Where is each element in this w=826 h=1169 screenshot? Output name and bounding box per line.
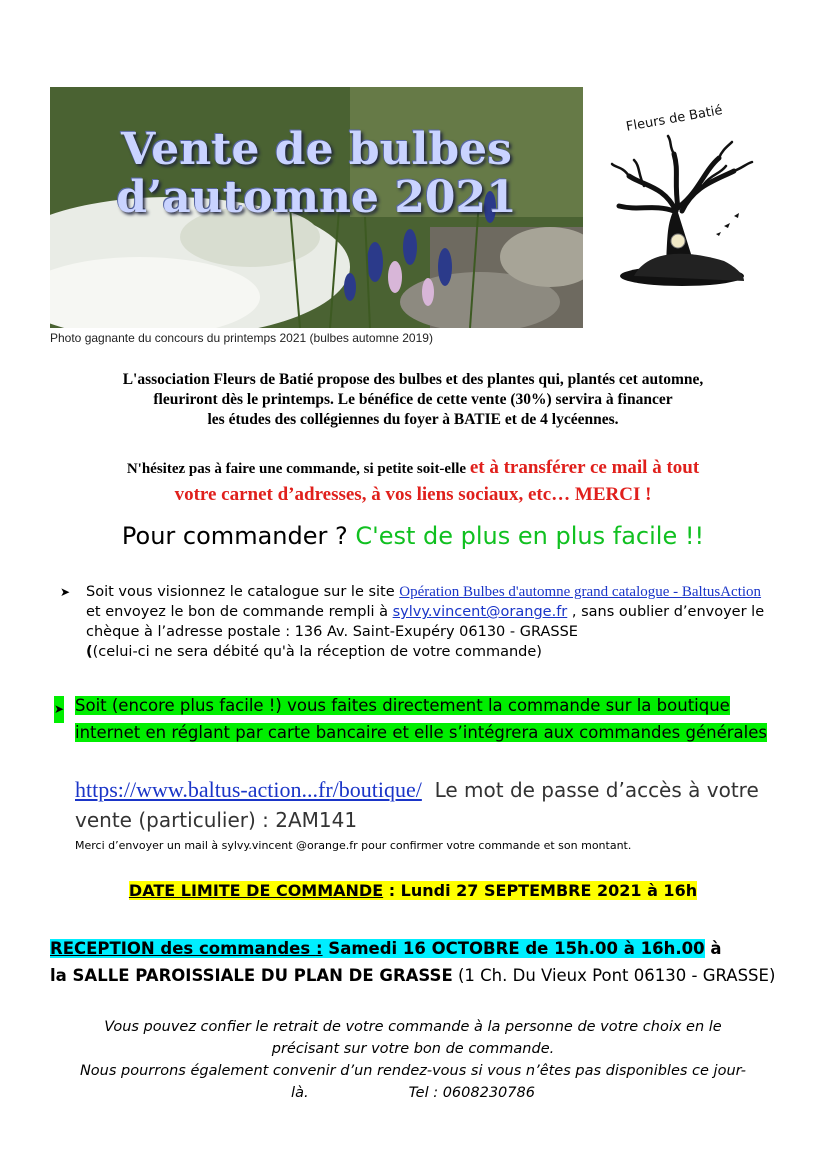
catalogue-link[interactable]: Opération Bulbes d'automne grand catalogue - BaltusAction <box>399 584 762 600</box>
deadline-label: DATE LIMITE DE COMMANDE <box>128 881 384 900</box>
pickup-address: (1 Ch. Du Vieux Pont 06130 - GRASSE) <box>452 966 776 985</box>
intro-line-3: les études des collégiennes du foyer à BATIE et de 4 lycéennes. <box>207 411 619 428</box>
option-catalogue: ➤ Soit vous visionnez le catalogue sur le site Opération Bulbes d'automne grand catalogue - BaltusAction et envoyez le bon de commande rempli à sylvy.vincent@orange.fr , sans oublier d’envoyer le chèque à l’adresse postale : 136 Av. Saint-Exupéry 06130 - GRASSE ((celui-ci ne sera débité qu'à la réception de votre commande) <box>60 584 765 660</box>
logo-text: Fleurs de Batié <box>625 103 724 135</box>
intro-line-1: L'association Fleurs de Batié propose des bulbes et des plantes qui, plantés cet automne, <box>122 371 704 388</box>
pickup-notes <box>50 1016 776 1104</box>
note-line-1: Vous pouvez confier le retrait de votre commande à la personne de votre choix en le <box>104 1019 722 1035</box>
fleurs-de-batie-logo <box>604 103 760 286</box>
order-red-text-2: votre carnet d’adresses, à vos liens sociaux, etc… MERCI ! <box>174 484 652 505</box>
pickup-info <box>50 935 780 989</box>
deadline-value: : Lundi 27 SEPTEMBRE 2021 à 16h <box>383 881 698 900</box>
tree-logo-icon <box>604 116 760 286</box>
option1-text-1: Soit vous visionnez le catalogue sur le site <box>86 584 400 600</box>
option1-text-2: et envoyez le bon de commande rempli à <box>86 604 393 620</box>
how-to-order-heading <box>0 522 826 550</box>
option-boutique <box>50 692 770 746</box>
intro-paragraph <box>60 370 766 430</box>
hero-photo <box>50 87 583 328</box>
confirm-mail-note: Merci d’envoyer un mail à sylvy.vincent @orange.fr pour confirmer votre commande et son montant. <box>75 839 632 852</box>
option1-text-3: , sans oublier d’envoyer le chèque à l’adresse postale : 136 Av. Saint-Exupéry 06130 - GRASSE <box>86 604 765 640</box>
deadline <box>0 881 826 900</box>
photo-caption: Photo gagnante du concours du printemps 2021 (bulbes automne 2019) <box>50 331 433 345</box>
option2-text: Soit (encore plus facile !) vous faites directement la commande sur la boutique internet en réglant par carte bancaire et elle s’intégrera aux commandes générales <box>75 696 767 742</box>
note-la: là. <box>291 1085 309 1101</box>
arrow-bullet-icon: ➤ <box>60 585 71 599</box>
pickup-a: à <box>704 939 722 958</box>
note-line-3: Nous pourrons également convenir d’un rendez-vous si vous n’êtes pas disponibles ce jour- <box>79 1063 747 1079</box>
option1-text-4: (celui-ci ne sera débité qu'à la réception de votre commande) <box>92 644 542 660</box>
note-line-2: précisant sur votre bon de commande. <box>271 1041 555 1057</box>
boutique-link[interactable]: https://www.baltus-action...fr/boutique/ <box>75 777 422 802</box>
hero-title-line1: Vente de bulbes <box>121 124 512 175</box>
order-red-text-1: et à transférer ce mail à tout <box>469 457 700 478</box>
pickup-label: RECEPTION des commandes <box>50 939 316 958</box>
order-text: N'hésitez pas à faire une commande, si petite soit-elle <box>126 461 470 477</box>
hero-title-line2: d’automne 2021 <box>116 172 517 223</box>
boutique-url-line <box>75 775 775 835</box>
order-encouragement <box>50 455 776 509</box>
how-to-order-question: Pour commander ? <box>121 522 356 550</box>
arrow-bullet-icon: ➤ <box>54 696 64 723</box>
email-link[interactable]: sylvy.vincent@orange.fr <box>392 604 568 620</box>
password-text: Le mot de passe d’accès à votre vente (particulier) : 2AM141 <box>75 778 759 832</box>
intro-line-2: fleuriront dès le printemps. Le bénéfice de cette vente (30%) servira à financer <box>153 391 673 408</box>
pickup-date: Samedi 16 OCTOBRE de 15h.00 à 16h.00 <box>322 939 705 958</box>
pickup-colon: : <box>315 939 323 958</box>
phone-number: Tel : 0608230786 <box>408 1085 535 1101</box>
pickup-place: la SALLE PAROISSIALE DU PLAN DE GRASSE <box>50 966 453 985</box>
how-to-order-easy: C'est de plus en plus facile !! <box>355 522 705 550</box>
note-line-4 <box>50 1082 776 1104</box>
